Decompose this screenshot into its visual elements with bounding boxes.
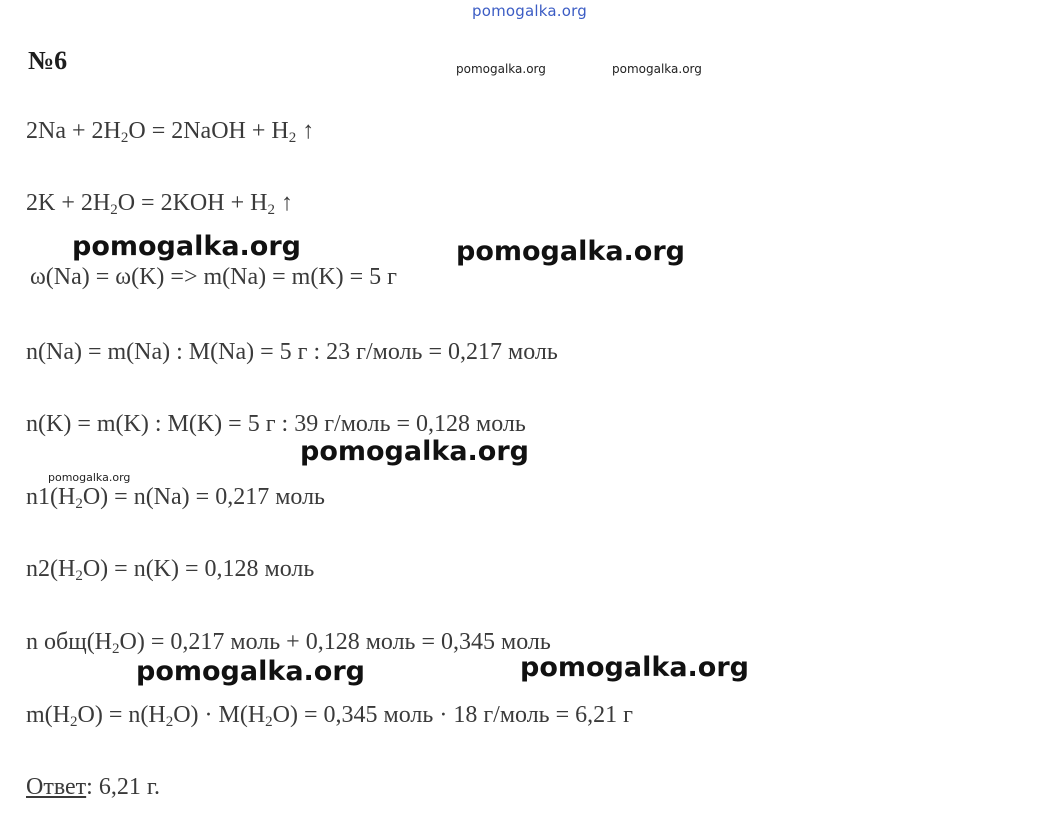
watermark-large: pomogalka.org	[136, 656, 365, 687]
answer-label: Ответ	[26, 774, 87, 800]
reaction-sodium-water: $2Na + 2H_2O$ = 2NaOH + $H_2$ ↑	[26, 118, 315, 146]
watermark-large: pomogalka.org	[72, 231, 301, 262]
moles-water-1-line: $n1(H_2O) = n(Na) = 0,217$ моль	[26, 484, 325, 512]
watermark-small: pomogalka.org	[612, 62, 702, 76]
moles-sodium-line: n(Na) = m(Na) : M(Na) = 5 г : 23 г/моль = 0,217 моль	[26, 339, 558, 365]
moles-potassium-line: n(K) = m(K) : M(K) = 5 г : 39 г/моль = 0,128 моль	[26, 411, 526, 437]
mass-water-line: $m(H_2O) = n(H_2O) \cdot M(H_2O) = 0,345$ моль · 18 г/моль = 6,21 г	[26, 702, 633, 730]
watermark-large: pomogalka.org	[520, 652, 749, 683]
watermark-small: pomogalka.org	[48, 471, 131, 484]
watermark-top[interactable]: pomogalka.org	[472, 2, 587, 20]
answer-value: : 6,21 г.	[86, 774, 160, 800]
reaction-potassium-water: $2K + 2H_2O = 2KOH + H_2$ ↑	[26, 190, 293, 218]
moles-water-total-line: n $общ(H_2O) = 0,217$ моль + 0,128 моль = 0,345 моль	[26, 629, 551, 657]
problem-number: №6	[28, 46, 68, 75]
mass-equality-line: ω(Na) = ω(K) => m(Na) = m(K) = 5 г	[30, 264, 398, 290]
watermark-large: pomogalka.org	[300, 436, 529, 467]
watermark-large: pomogalka.org	[456, 236, 685, 267]
watermark-small: pomogalka.org	[456, 62, 546, 76]
answer-line	[26, 774, 160, 801]
moles-water-2-line: $n2(H_2O) = n(K) = 0,128$ моль	[26, 556, 315, 584]
